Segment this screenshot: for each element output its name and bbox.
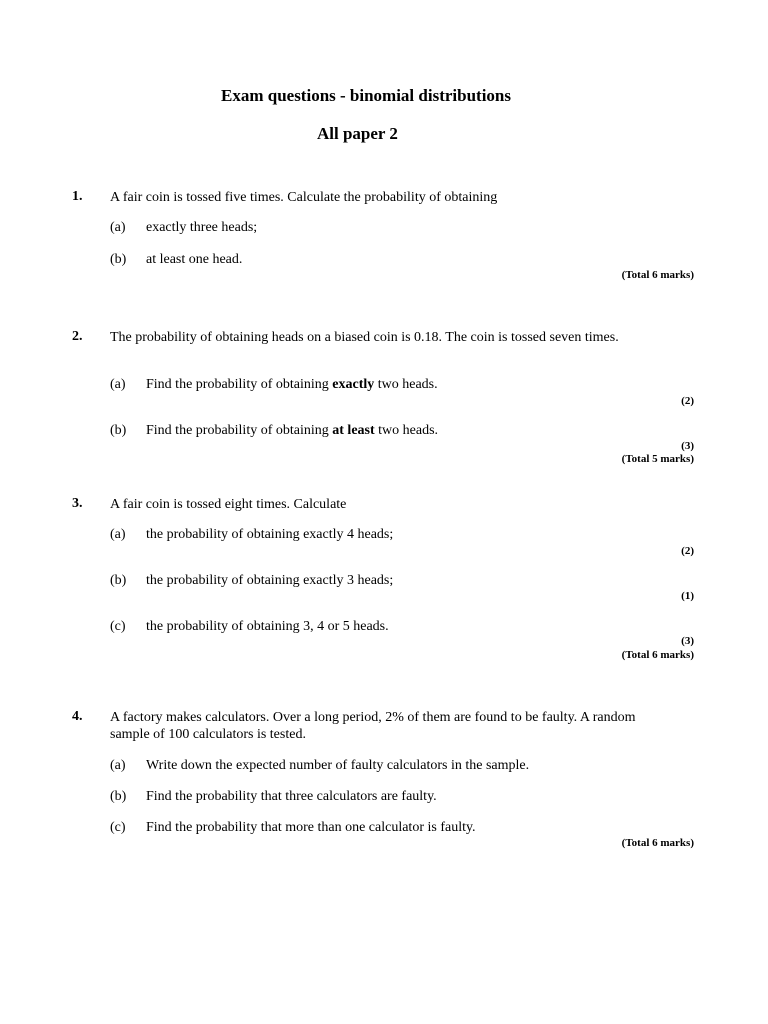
question-3c-marks: (3) — [681, 635, 694, 647]
question-4b-text: Find the probability that three calculators are faulty. — [146, 789, 437, 804]
question-3a-marks: (2) — [681, 545, 694, 557]
question-2b-emphasis: at least — [332, 423, 375, 438]
question-3a-label: (a) — [110, 527, 126, 542]
question-1-total-marks: (Total 6 marks) — [621, 269, 694, 281]
question-2b-marks: (3) — [681, 440, 694, 452]
question-2a-label: (a) — [110, 377, 126, 392]
question-3a-text: the probability of obtaining exactly 4 heads; — [146, 527, 394, 542]
question-2a-text-end: two heads. — [374, 377, 438, 392]
question-3b-label: (b) — [110, 573, 127, 588]
question-3c-label: (c) — [110, 619, 126, 634]
question-2b-text-start: Find the probability of obtaining — [146, 423, 333, 438]
question-2b-text — [146, 423, 666, 439]
question-3b-text: the probability of obtaining exactly 3 heads; — [146, 573, 394, 588]
question-4c-label: (c) — [110, 820, 126, 835]
question-4-total-marks: (Total 6 marks) — [621, 837, 694, 849]
question-2a-text-start: Find the probability of obtaining — [146, 377, 333, 392]
question-2a-emphasis: exactly — [332, 377, 375, 392]
question-4-number: 4. — [72, 709, 83, 724]
question-2-total-marks: (Total 5 marks) — [621, 453, 694, 465]
question-1a-label: (a) — [110, 220, 126, 235]
question-2a-marks: (2) — [681, 395, 694, 407]
question-3c-text: the probability of obtaining 3, 4 or 5 heads. — [146, 619, 389, 634]
question-1a-text: exactly three heads; — [146, 220, 258, 235]
question-3-number: 3. — [72, 496, 83, 511]
question-1-number: 1. — [72, 189, 83, 204]
question-3-text: A fair coin is tossed eight times. Calculate — [110, 497, 347, 512]
question-1-text: A fair coin is tossed five times. Calculate the probability of obtaining — [110, 190, 498, 205]
question-4a-text: Write down the expected number of faulty calculators in the sample. — [146, 758, 530, 773]
page-subtitle: All paper 2 — [317, 124, 398, 143]
question-2b-label: (b) — [110, 423, 127, 438]
page-title: Exam questions - binomial distributions — [220, 86, 511, 105]
question-4c-text: Find the probability that more than one calculator is faulty. — [146, 820, 476, 835]
question-2b-text-end: two heads. — [374, 423, 439, 438]
question-1b-label: (b) — [110, 252, 127, 267]
question-4-text: A factory makes calculators. Over a long period, 2% of them are found to be faulty. A random sample of 100 calculators is tested. — [110, 710, 636, 742]
question-4b-label: (b) — [110, 789, 127, 804]
question-3b-marks: (1) — [681, 590, 694, 602]
question-3-total-marks: (Total 6 marks) — [621, 649, 694, 661]
question-1b-text: at least one head. — [146, 252, 243, 267]
question-2-text: The probability of obtaining heads on a biased coin is 0.18. The coin is tossed seven times. — [110, 330, 619, 345]
question-4a-label: (a) — [110, 758, 126, 773]
question-2-number: 2. — [72, 329, 83, 344]
question-2a-text — [146, 377, 666, 393]
